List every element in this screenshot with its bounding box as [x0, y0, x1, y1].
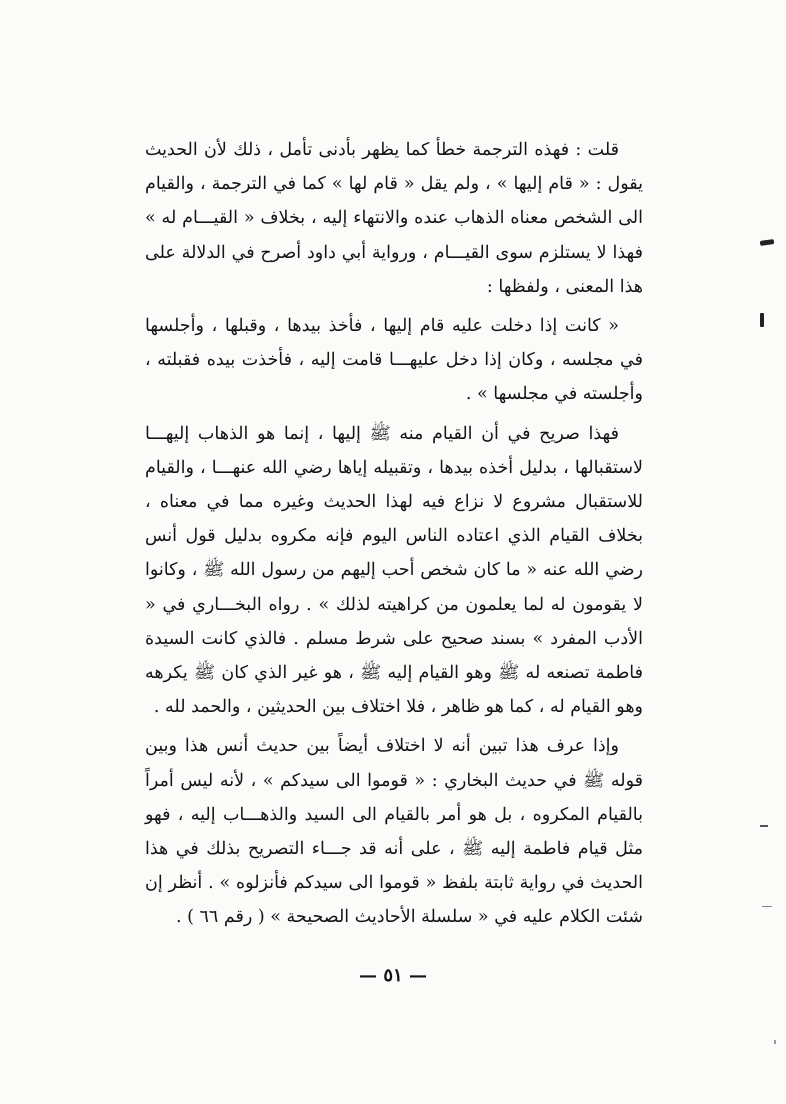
body-text — [145, 133, 643, 935]
scan-mark — [760, 313, 764, 327]
paragraph-4: وإذا عرف هذا تبين أنه لا اختلاف أيضاً بين حديث أنس هذا وبين قوله ﷺ في حديث البخاري : « قوموا الى سيدكم » ، لأنه ليس أمراً بالقيام المكروه ، بل هو أمر بالقيام الى السيد والذهـــاب إليه ، فهو مثل قيام فاطمة إليه ﷺ ، على أنه قد جـــاء التصريح بذلك في هذا الحديث في رواية ثابتة بلفظ « قوموا الى سيدكم فأنزلوه » . أنظر إن شئت الكلام عليه في « سلسلة الأحاديث الصحيحة » ( رقم ٦٦ ) . — [145, 736, 643, 928]
scan-mark — [760, 239, 775, 246]
scan-mark — [760, 825, 768, 827]
scan-mark — [762, 906, 772, 907]
paragraph-1: قلت : فهذه الترجمة خطأ كما يظهر بأدنى تأمل ، ذلك لأن الحديث يقول : « قام إليها » ، ولم يقل « قام لها » كما في الترجمة ، والقيام الى الشخص معناه الذهاب عنده والانتهاء إليه ، بخلاف « القيـــام له » فهذا لا يستلزم سوى القيـــام ، ورواية أبي داود أصرح في الدلالة على هذا المعنى ، ولفظها : — [145, 140, 643, 297]
scan-mark — [774, 1040, 776, 1044]
paragraph-3: فهذا صريح في أن القيام منه ﷺ إليها ، إنما هو الذهاب إليهـــا لاستقبالها ، بدليل أخذه بيدها ، وتقبيله إياها رضي الله عنهـــا ، والقيام للاستقبال مشروع لا نزاع فيه لهذا الحديث وغيره مما في معناه ، بخلاف القيام الذي اعتاده الناس اليوم فإنه مكروه بدليل قول أنس رضي الله عنه « ما كان شخص أحب إليهم من رسول الله ﷺ ، وكانوا لا يقومون له لما يعلمون من كراهيته لذلك » . رواه البخـــاري في « الأدب المفرد » بسند صحيح على شرط مسلم . فالذي كانت السيدة فاطمة تصنعه له ﷺ وهو القيام إليه ﷺ ، هو غير الذي كان ﷺ يكرهه وهو القيام له ، كما هو ظاهر ، فلا اختلاف بين الحديثين ، والحمد لله . — [145, 423, 643, 718]
page-number: — ٥١ — — [359, 965, 427, 986]
paragraph-2: « كانت إذا دخلت عليه قام إليها ، فأخذ بيدها ، وقبلها ، وأجلسها في مجلسه ، وكان إذا دخل عليهـــا قامت إليه ، فأخذت بيده فقبلته ، وأجلسته في مجلسها » . — [145, 316, 643, 405]
